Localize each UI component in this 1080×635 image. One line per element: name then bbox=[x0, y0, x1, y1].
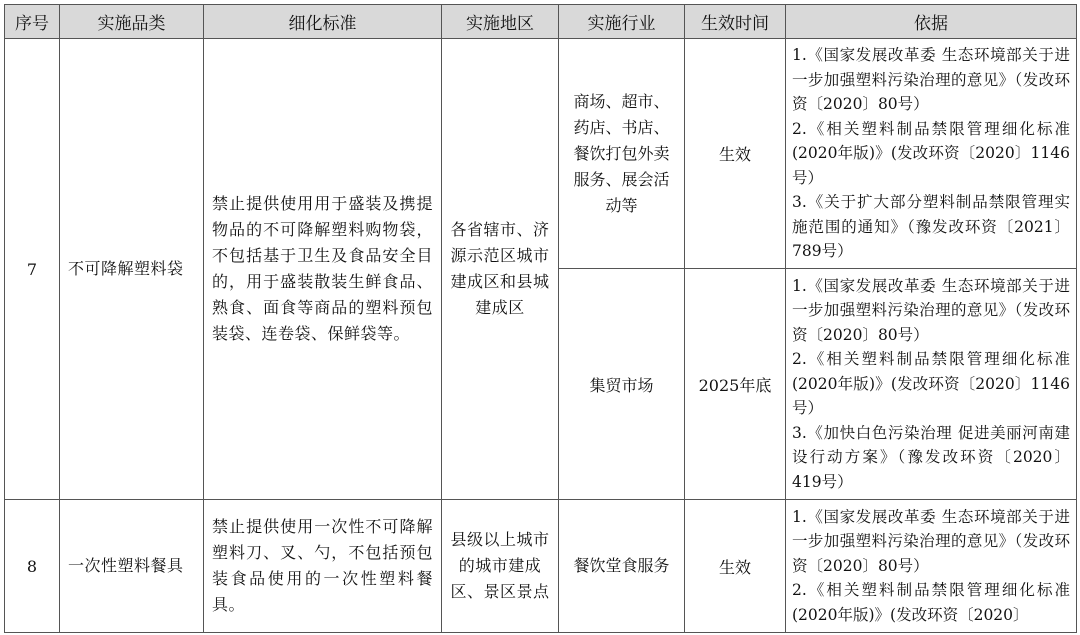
basis-item: 3.《关于扩大部分塑料制品禁限管理实施范围的通知》（豫发改环资〔2021〕789号） bbox=[792, 193, 1070, 261]
basis-item: 1.《国家发展改革委 生态环境部关于进一步加强塑料污染治理的意见》（发改环资〔2020〕80号） bbox=[792, 46, 1070, 114]
row-7-standard: 禁止提供使用用于盛装及携提物品的不可降解塑料购物袋，不包括基于卫生及食品安全目的，用于盛装散装生鲜食品、熟食、面食等商品的塑料预包装袋、连卷袋、保鲜袋等。 bbox=[204, 39, 442, 500]
row-7-no: 7 bbox=[5, 39, 60, 500]
basis-item: 2.《相关塑料制品禁限管理细化标准(2020年版)》(发改环资〔2020〕1146号） bbox=[792, 350, 1070, 418]
row-8-no: 8 bbox=[5, 500, 60, 633]
header-category: 实施品类 bbox=[60, 5, 204, 39]
header-no: 序号 bbox=[5, 5, 60, 39]
header-region: 实施地区 bbox=[442, 5, 559, 39]
header-effective: 生效时间 bbox=[685, 5, 786, 39]
row-8-effective: 生效 bbox=[685, 500, 786, 633]
header-industry: 实施行业 bbox=[559, 5, 685, 39]
table-row bbox=[5, 39, 1077, 269]
row-8-basis bbox=[786, 500, 1077, 633]
basis-item: 1.《国家发展改革委 生态环境部关于进一步加强塑料污染治理的意见》（发改环资〔2020〕80号） bbox=[792, 276, 1070, 344]
plastic-restriction-table bbox=[4, 4, 1077, 633]
basis-item: 3.《加快白色污染治理 促进美丽河南建设行动方案》（豫发改环资〔2020〕419号） bbox=[792, 423, 1070, 491]
row-8-standard: 禁止提供使用一次性不可降解塑料刀、叉、勺，不包括预包装食品使用的一次性塑料餐具。 bbox=[204, 500, 442, 633]
row-7a-basis bbox=[786, 39, 1077, 269]
row-8-industry: 餐饮堂食服务 bbox=[559, 500, 685, 633]
row-8-category: 一次性塑料餐具 bbox=[60, 500, 204, 633]
header-standard: 细化标准 bbox=[204, 5, 442, 39]
basis-item: 2.《相关塑料制品禁限管理细化标准(2020年版)》(发改环资〔2020〕 bbox=[792, 581, 1070, 624]
row-7-category: 不可降解塑料袋 bbox=[60, 39, 204, 500]
row-7-region: 各省辖市、济源示范区城市建成区和县城建成区 bbox=[442, 39, 559, 500]
basis-item: 1.《国家发展改革委 生态环境部关于进一步加强塑料污染治理的意见》（发改环资〔2020〕80号） bbox=[792, 507, 1070, 575]
row-7a-industry: 商场、超市、药店、书店、餐饮打包外卖服务、展会活动等 bbox=[559, 39, 685, 269]
header-row bbox=[5, 5, 1077, 39]
row-7b-effective: 2025年底 bbox=[685, 269, 786, 500]
row-7b-basis bbox=[786, 269, 1077, 500]
basis-item: 2.《相关塑料制品禁限管理细化标准(2020年版)》(发改环资〔2020〕1146号） bbox=[792, 119, 1070, 187]
row-7a-effective: 生效 bbox=[685, 39, 786, 269]
table-row bbox=[5, 500, 1077, 633]
header-basis: 依据 bbox=[786, 5, 1077, 39]
row-7b-industry: 集贸市场 bbox=[559, 269, 685, 500]
row-8-region: 县级以上城市的城市建成区、景区景点 bbox=[442, 500, 559, 633]
